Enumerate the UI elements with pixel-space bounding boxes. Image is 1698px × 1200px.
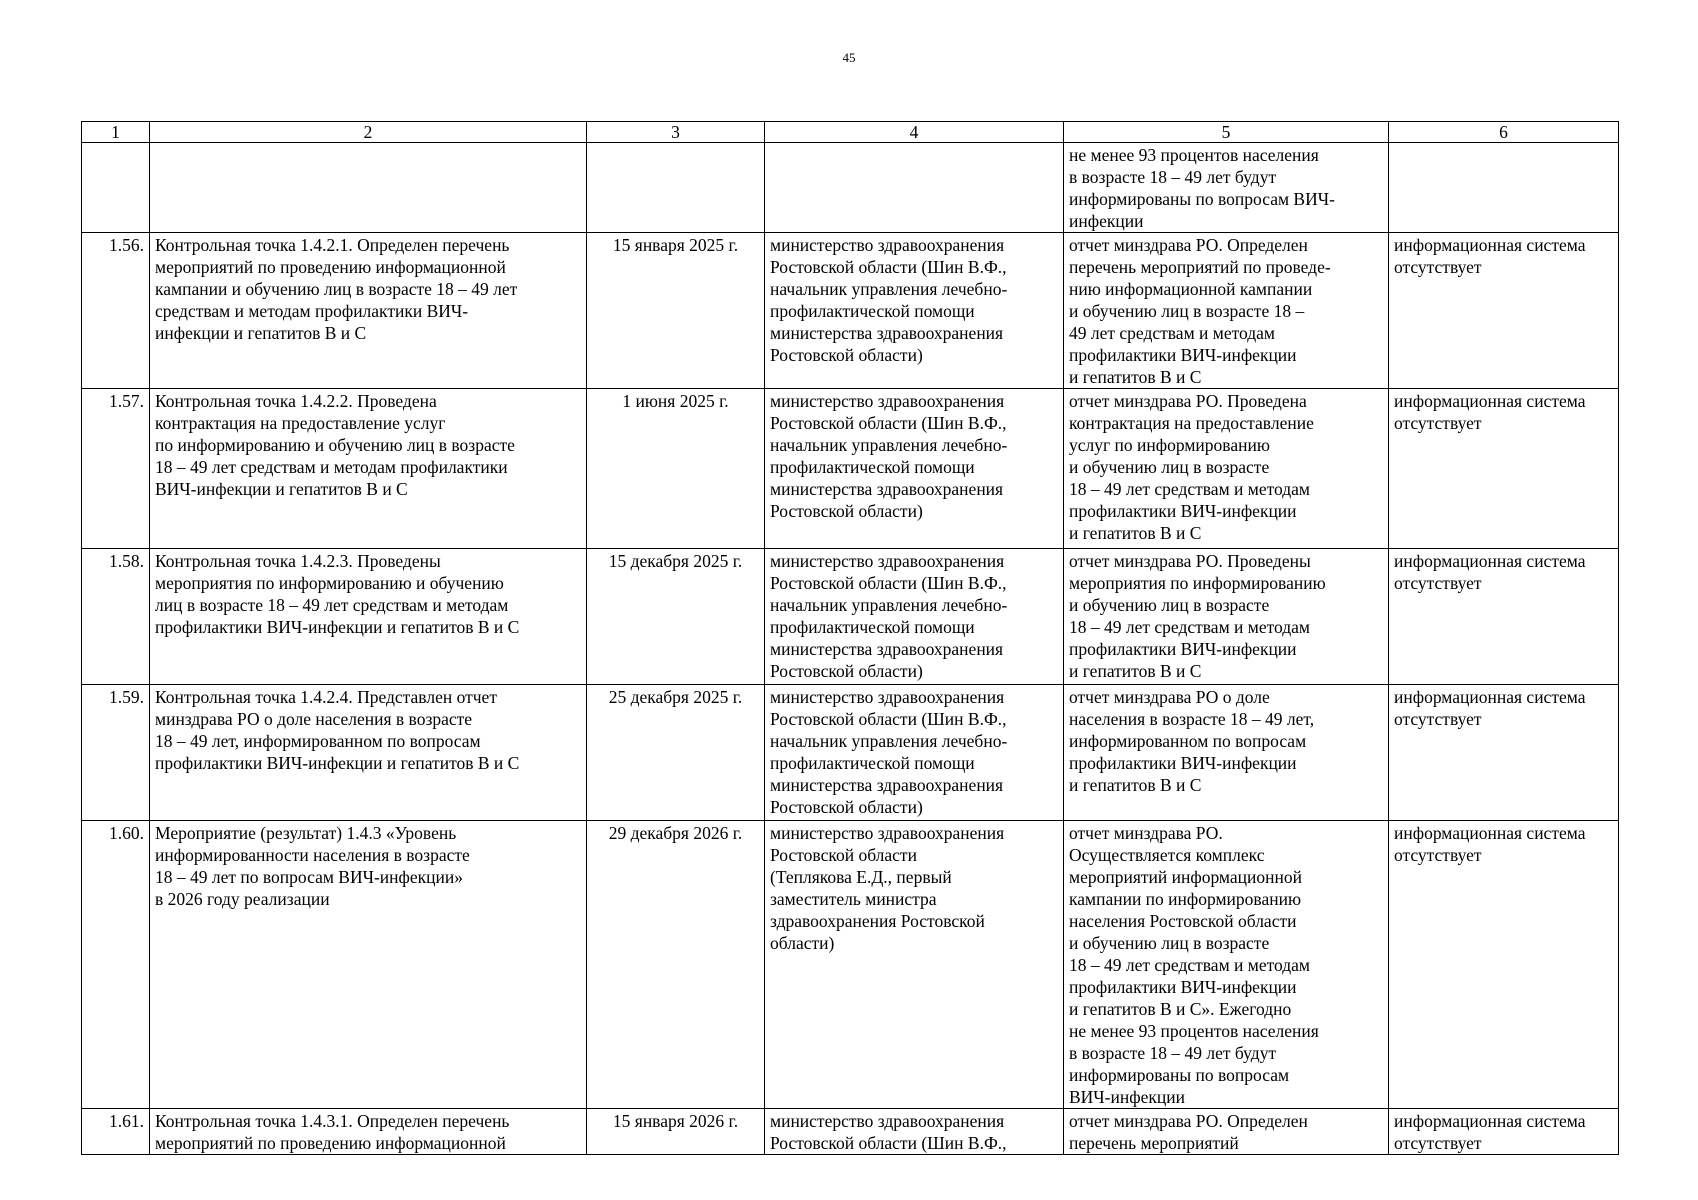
- row-number: 1.60.: [82, 821, 150, 1109]
- row-number: 1.61.: [82, 1109, 150, 1155]
- result-description: отчет минздрава РО о доле населения в возрасте 18 – 49 лет, информированном по вопросам профилактики ВИЧ-инфекции и гепатитов В и С: [1064, 685, 1389, 821]
- result-description: отчет минздрава РО. Определен перечень мероприятий по проведе- нию информационной кампании и обучению лиц в возрасте 18 – 49 лет средствам и методам профилактики ВИЧ-инфекции и гепатитов В и С: [1064, 233, 1389, 389]
- measure-name: Контрольная точка 1.4.2.2. Проведена контрактация на предоставление услуг по информированию и обучению лиц в возрасте 18 – 49 лет средствам и методам профилактики ВИЧ-инфекции и гепатитов В и С: [150, 389, 587, 549]
- responsible-party: министерство здравоохранения Ростовской области (Теплякова Е.Д., первый заместитель министра здравоохранения Ростовской области): [765, 821, 1064, 1109]
- measure-name: Контрольная точка 1.4.2.1. Определен перечень мероприятий по проведению информационной кампании и обучению лиц в возрасте 18 – 49 лет средствам и методам профилактики ВИЧ- инфекции и гепатитов В и С: [150, 233, 587, 389]
- table-row: [82, 389, 1619, 549]
- information-system: информационная система отсутствует: [1389, 1109, 1619, 1155]
- table-row: [82, 143, 1619, 233]
- column-header: 4: [765, 122, 1064, 143]
- result-description: отчет минздрава РО. Проведены мероприятия по информированию и обучению лиц в возрасте 18 – 49 лет средствам и методам профилактики ВИЧ-инфекции и гепатитов В и С: [1064, 549, 1389, 685]
- responsible-party: министерство здравоохранения Ростовской области (Шин В.Ф.,: [765, 1109, 1064, 1155]
- column-header: 5: [1064, 122, 1389, 143]
- column-header: 3: [587, 122, 765, 143]
- result-description: отчет минздрава РО. Проведена контрактация на предоставление услуг по информированию и обучению лиц в возрасте 18 – 49 лет средствам и методам профилактики ВИЧ-инфекции и гепатитов В и С: [1064, 389, 1389, 549]
- result-description: отчет минздрава РО. Осуществляется комплекс мероприятий информационной кампании по информированию населения Ростовской области и обучению лиц в возрасте 18 – 49 лет средствам и методам профилактики ВИЧ-инфекции и гепатитов В и С». Ежегодно не менее 93 процентов населения в возрасте 18 – 49 лет будут информированы по вопросам ВИЧ-инфекции: [1064, 821, 1389, 1109]
- information-system: информационная система отсутствует: [1389, 821, 1619, 1109]
- result-description: не менее 93 процентов населения в возрасте 18 – 49 лет будут информированы по вопросам ВИЧ- инфекции: [1064, 143, 1389, 233]
- responsible-party: министерство здравоохранения Ростовской области (Шин В.Ф., начальник управления лечебно- профилактической помощи министерства здравоохранения Ростовской области): [765, 685, 1064, 821]
- information-system: информационная система отсутствует: [1389, 233, 1619, 389]
- table-row: [82, 685, 1619, 821]
- row-number: 1.58.: [82, 549, 150, 685]
- deadline-date: 1 июня 2025 г.: [587, 389, 765, 549]
- deadline-date: 15 января 2025 г.: [587, 233, 765, 389]
- table-row: [82, 233, 1619, 389]
- measure-name: Контрольная точка 1.4.2.3. Проведены мероприятия по информированию и обучению лиц в возрасте 18 – 49 лет средствам и методам профилактики ВИЧ-инфекции и гепатитов В и С: [150, 549, 587, 685]
- column-header: 1: [82, 122, 150, 143]
- table-header-row: [82, 122, 1619, 143]
- deadline-date: 29 декабря 2026 г.: [587, 821, 765, 1109]
- information-system: информационная система отсутствует: [1389, 685, 1619, 821]
- measure-name: Контрольная точка 1.4.3.1. Определен перечень мероприятий по проведению информационной: [150, 1109, 587, 1155]
- information-system: [1389, 143, 1619, 233]
- responsible-party: министерство здравоохранения Ростовской области (Шин В.Ф., начальник управления лечебно- профилактической помощи министерства здравоохранения Ростовской области): [765, 389, 1064, 549]
- page-number: 45: [842, 50, 856, 65]
- row-number: 1.59.: [82, 685, 150, 821]
- responsible-party: министерство здравоохранения Ростовской области (Шин В.Ф., начальник управления лечебно- профилактической помощи министерства здравоохранения Ростовской области): [765, 233, 1064, 389]
- measure-name: Контрольная точка 1.4.2.4. Представлен отчет минздрава РО о доле населения в возрасте 18 – 49 лет, информированном по вопросам профилактики ВИЧ-инфекции и гепатитов В и С: [150, 685, 587, 821]
- column-header: 6: [1389, 122, 1619, 143]
- deadline-date: 15 января 2026 г.: [587, 1109, 765, 1155]
- information-system: информационная система отсутствует: [1389, 389, 1619, 549]
- row-number: 1.57.: [82, 389, 150, 549]
- responsible-party: [765, 143, 1064, 233]
- row-number: 1.56.: [82, 233, 150, 389]
- deadline-date: 25 декабря 2025 г.: [587, 685, 765, 821]
- row-number: [82, 143, 150, 233]
- table-row: [82, 549, 1619, 685]
- measure-name: [150, 143, 587, 233]
- result-description: отчет минздрава РО. Определен перечень мероприятий: [1064, 1109, 1389, 1155]
- measures-table: [81, 121, 1619, 1155]
- information-system: информационная система отсутствует: [1389, 549, 1619, 685]
- table-row: [82, 821, 1619, 1109]
- column-header: 2: [150, 122, 587, 143]
- responsible-party: министерство здравоохранения Ростовской области (Шин В.Ф., начальник управления лечебно- профилактической помощи министерства здравоохранения Ростовской области): [765, 549, 1064, 685]
- measure-name: Мероприятие (результат) 1.4.3 «Уровень информированности населения в возрасте 18 – 49 лет по вопросам ВИЧ-инфекции» в 2026 году реализации: [150, 821, 587, 1109]
- deadline-date: [587, 143, 765, 233]
- table-row: [82, 1109, 1619, 1155]
- deadline-date: 15 декабря 2025 г.: [587, 549, 765, 685]
